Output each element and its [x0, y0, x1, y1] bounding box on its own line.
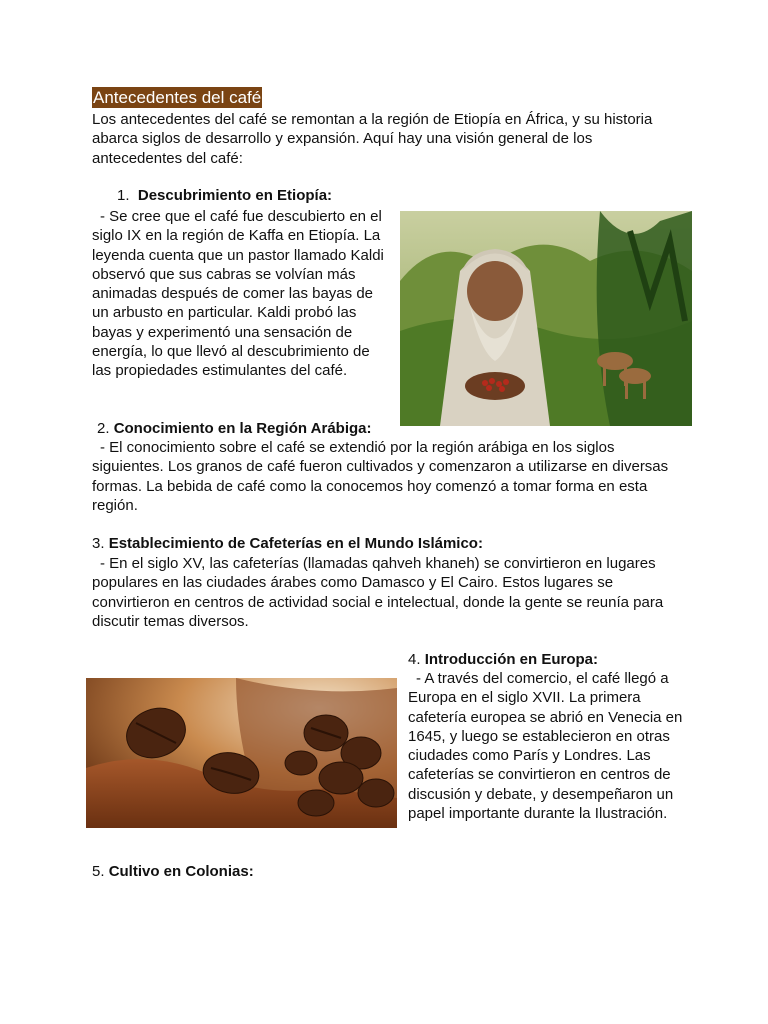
coffee-beans-photo [86, 678, 397, 828]
section-3-heading [92, 534, 483, 553]
section-3-number: 3. [92, 535, 105, 552]
section-1-heading [117, 186, 332, 205]
section-5-heading [92, 862, 254, 881]
section-4-title: Introducción en Europa: [424, 651, 599, 668]
section-1-number: 1. [117, 187, 130, 204]
section-5-title: Cultivo en Colonias: [108, 863, 254, 880]
section-2-number: 2. [97, 420, 110, 437]
section-4-heading [408, 650, 598, 669]
section-2-title: Conocimiento en la Región Arábiga: [113, 420, 372, 437]
intro-paragraph: Los antecedentes del café se remontan a la región de Etiopía en África, y su historia abarca siglos de desarrollo y expansión. Aquí hay una visión general de los antecedentes del café: [92, 111, 653, 167]
section-2-heading [97, 419, 372, 438]
section-5-number: 5. [92, 863, 105, 880]
section-4-body: - A través del comercio, el café llegó a Europa en el siglo XVII. La primera cafetería europea se abrió en Venecia en 1645, y luego se establecieron en otras ciudades como París y Londres. Las cafeterías se convirtieron en centros de discusión y debate, y desempeñaron un papel importante durante la Ilustración. [408, 670, 683, 823]
section-3-body: - En el siglo XV, las cafeterías (llamadas qahveh khaneh) se convirtieron en lugares populares en las ciudades árabes como Damasco y El Cairo. Estos lugares se convirtieron en centros de actividad social e intelectual, donde la gente se reunía para discutir temas diversos. [92, 555, 664, 630]
section-3-title: Establecimiento de Cafeterías en el Mundo Islámico: [108, 535, 483, 552]
document-title: Antecedentes del café [93, 88, 262, 107]
section-4-number: 4. [408, 651, 421, 668]
section-2-body: - El conocimiento sobre el café se extendió por la región arábiga en los siglos siguientes. Los granos de café fueron cultivados y comenzaron a utilizarse en diversas formas. La bebida de café como la conocemos hoy comenzó a tomar forma en esta región. [92, 439, 669, 514]
section-1-body: - Se cree que el café fue descubierto en el siglo IX en la región de Kaffa en Etiopía. La leyenda cuenta que un pastor llamado Kaldi observó que sus cabras se volvían más animadas después de comer las bayas de un arbusto en particular. Kaldi probó las bayas y experimentó una sensación de energía, lo que llevó al descubrimiento de las propiedades estimulantes del café. [92, 208, 384, 380]
kaldi-illustration [400, 211, 692, 426]
section-1-title: Descubrimiento en Etiopía: [137, 187, 333, 204]
